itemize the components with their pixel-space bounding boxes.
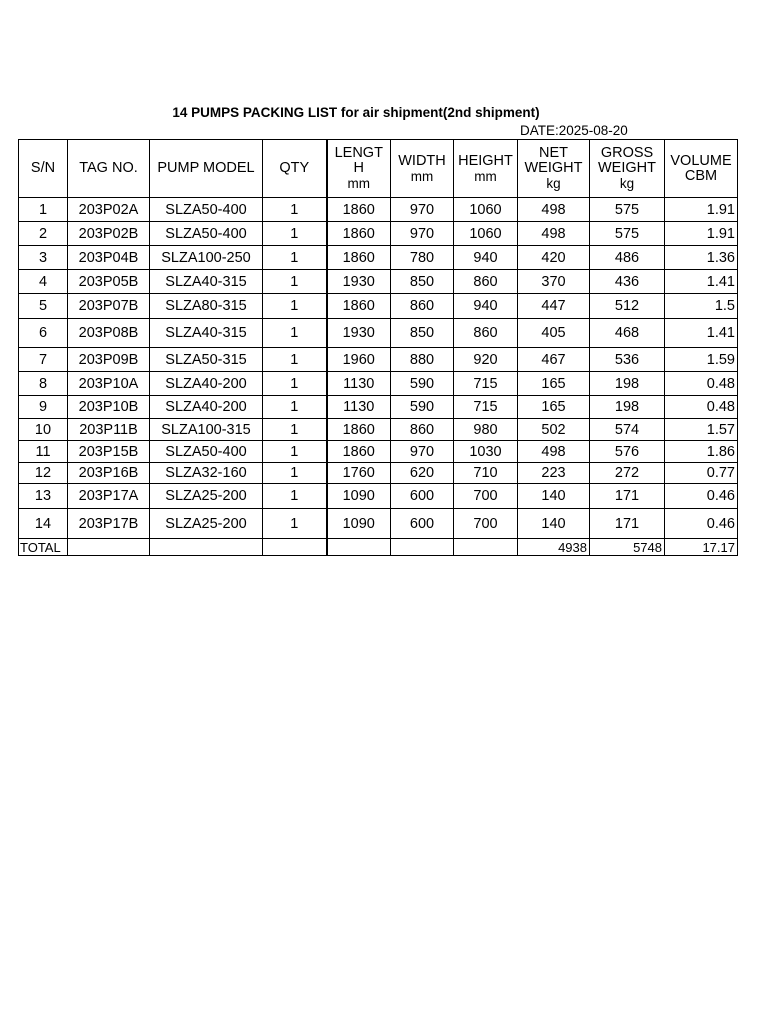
cell-tag-no: 203P02A bbox=[68, 198, 150, 222]
cell-volume: 1.86 bbox=[665, 441, 738, 463]
cell-pump-model: SLZA50-400 bbox=[150, 198, 263, 222]
cell-qty: 1 bbox=[263, 484, 327, 509]
cell-net-weight: 140 bbox=[518, 509, 590, 539]
cell-width: 780 bbox=[391, 246, 454, 270]
cell-length: 1930 bbox=[327, 319, 391, 348]
cell-sn: 13 bbox=[19, 484, 68, 509]
col-header-length: LENGT H mm bbox=[327, 140, 391, 198]
cell-width: 600 bbox=[391, 509, 454, 539]
col-header-pump-model: PUMP MODEL bbox=[150, 140, 263, 198]
col-header-width: WIDTH mm bbox=[391, 140, 454, 198]
cell-tag-no: 203P17A bbox=[68, 484, 150, 509]
cell-length: 1760 bbox=[327, 463, 391, 484]
cell-volume: 0.77 bbox=[665, 463, 738, 484]
cell-sn: 8 bbox=[19, 372, 68, 396]
cell-length: 1860 bbox=[327, 419, 391, 441]
cell-volume: 1.36 bbox=[665, 246, 738, 270]
cell-sn: 6 bbox=[19, 319, 68, 348]
cell-net-weight: 140 bbox=[518, 484, 590, 509]
cell-pump-model: SLZA25-200 bbox=[150, 509, 263, 539]
cell-height: 920 bbox=[454, 348, 518, 372]
cell-width: 860 bbox=[391, 294, 454, 319]
cell-length: 1860 bbox=[327, 246, 391, 270]
table-row bbox=[19, 246, 738, 270]
cell-qty: 1 bbox=[263, 463, 327, 484]
cell-height: 715 bbox=[454, 396, 518, 419]
cell-tag-no: 203P10B bbox=[68, 396, 150, 419]
cell-tag-no: 203P10A bbox=[68, 372, 150, 396]
cell-width: 970 bbox=[391, 441, 454, 463]
cell-length: 1090 bbox=[327, 509, 391, 539]
cell-width: 860 bbox=[391, 419, 454, 441]
cell-volume: 0.48 bbox=[665, 372, 738, 396]
cell-gross-weight: 171 bbox=[590, 509, 665, 539]
cell-tag-no: 203P09B bbox=[68, 348, 150, 372]
total-row bbox=[19, 539, 738, 556]
table-row bbox=[19, 372, 738, 396]
cell-gross-weight: 574 bbox=[590, 419, 665, 441]
cell-pump-model: SLZA80-315 bbox=[150, 294, 263, 319]
cell-tag-no: 203P16B bbox=[68, 463, 150, 484]
col-header-height: HEIGHT mm bbox=[454, 140, 518, 198]
cell-gross-weight: 272 bbox=[590, 463, 665, 484]
cell-net-weight: 165 bbox=[518, 372, 590, 396]
table-row bbox=[19, 222, 738, 246]
cell-qty: 1 bbox=[263, 270, 327, 294]
cell-net-weight: 405 bbox=[518, 319, 590, 348]
total-label: TOTAL bbox=[19, 539, 68, 556]
cell-pump-model: SLZA100-250 bbox=[150, 246, 263, 270]
cell-tag-no: 203P08B bbox=[68, 319, 150, 348]
total-net-weight: 4938 bbox=[518, 539, 590, 556]
cell-net-weight: 467 bbox=[518, 348, 590, 372]
cell-length: 1860 bbox=[327, 294, 391, 319]
cell-qty: 1 bbox=[263, 348, 327, 372]
cell-net-weight: 502 bbox=[518, 419, 590, 441]
table-row bbox=[19, 348, 738, 372]
col-header-tag-no: TAG NO. bbox=[68, 140, 150, 198]
total-empty-cell bbox=[263, 539, 327, 556]
cell-qty: 1 bbox=[263, 198, 327, 222]
cell-volume: 1.59 bbox=[665, 348, 738, 372]
cell-height: 710 bbox=[454, 463, 518, 484]
cell-net-weight: 370 bbox=[518, 270, 590, 294]
cell-sn: 11 bbox=[19, 441, 68, 463]
cell-qty: 1 bbox=[263, 294, 327, 319]
table-row bbox=[19, 463, 738, 484]
cell-volume: 0.46 bbox=[665, 509, 738, 539]
cell-pump-model: SLZA100-315 bbox=[150, 419, 263, 441]
cell-pump-model: SLZA50-400 bbox=[150, 441, 263, 463]
cell-height: 715 bbox=[454, 372, 518, 396]
cell-width: 880 bbox=[391, 348, 454, 372]
total-volume: 17.17 bbox=[665, 539, 738, 556]
cell-gross-weight: 468 bbox=[590, 319, 665, 348]
cell-volume: 1.41 bbox=[665, 319, 738, 348]
table-row bbox=[19, 419, 738, 441]
document-title: 14 PUMPS PACKING LIST for air shipment(2nd shipment) bbox=[172, 105, 540, 120]
cell-volume: 1.5 bbox=[665, 294, 738, 319]
cell-qty: 1 bbox=[263, 319, 327, 348]
cell-sn: 14 bbox=[19, 509, 68, 539]
cell-width: 970 bbox=[391, 198, 454, 222]
cell-qty: 1 bbox=[263, 441, 327, 463]
total-empty-cell bbox=[391, 539, 454, 556]
cell-gross-weight: 436 bbox=[590, 270, 665, 294]
cell-height: 940 bbox=[454, 294, 518, 319]
total-empty-cell bbox=[327, 539, 391, 556]
cell-volume: 0.48 bbox=[665, 396, 738, 419]
cell-length: 1090 bbox=[327, 484, 391, 509]
cell-gross-weight: 575 bbox=[590, 222, 665, 246]
cell-qty: 1 bbox=[263, 372, 327, 396]
cell-volume: 1.57 bbox=[665, 419, 738, 441]
cell-length: 1860 bbox=[327, 441, 391, 463]
total-empty-cell bbox=[150, 539, 263, 556]
cell-sn: 3 bbox=[19, 246, 68, 270]
table-row bbox=[19, 484, 738, 509]
cell-height: 860 bbox=[454, 319, 518, 348]
cell-length: 1860 bbox=[327, 198, 391, 222]
cell-net-weight: 223 bbox=[518, 463, 590, 484]
cell-width: 590 bbox=[391, 396, 454, 419]
cell-gross-weight: 198 bbox=[590, 396, 665, 419]
total-empty-cell bbox=[454, 539, 518, 556]
total-empty-cell bbox=[68, 539, 150, 556]
total-gross-weight: 5748 bbox=[590, 539, 665, 556]
cell-volume: 1.41 bbox=[665, 270, 738, 294]
cell-pump-model: SLZA40-200 bbox=[150, 372, 263, 396]
cell-net-weight: 498 bbox=[518, 441, 590, 463]
cell-sn: 12 bbox=[19, 463, 68, 484]
cell-gross-weight: 512 bbox=[590, 294, 665, 319]
cell-length: 1130 bbox=[327, 396, 391, 419]
cell-tag-no: 203P04B bbox=[68, 246, 150, 270]
cell-sn: 2 bbox=[19, 222, 68, 246]
cell-width: 590 bbox=[391, 372, 454, 396]
col-header-gross-weight: GROSS WEIGHT kg bbox=[590, 140, 665, 198]
packing-list-table bbox=[18, 139, 738, 556]
table-row bbox=[19, 294, 738, 319]
table-row bbox=[19, 441, 738, 463]
cell-gross-weight: 575 bbox=[590, 198, 665, 222]
cell-pump-model: SLZA40-315 bbox=[150, 319, 263, 348]
cell-width: 850 bbox=[391, 319, 454, 348]
cell-height: 940 bbox=[454, 246, 518, 270]
header-row bbox=[19, 140, 738, 198]
cell-volume: 0.46 bbox=[665, 484, 738, 509]
cell-length: 1930 bbox=[327, 270, 391, 294]
cell-net-weight: 165 bbox=[518, 396, 590, 419]
table-row bbox=[19, 270, 738, 294]
cell-pump-model: SLZA40-200 bbox=[150, 396, 263, 419]
cell-width: 850 bbox=[391, 270, 454, 294]
cell-volume: 1.91 bbox=[665, 222, 738, 246]
cell-net-weight: 498 bbox=[518, 198, 590, 222]
cell-length: 1960 bbox=[327, 348, 391, 372]
cell-volume: 1.91 bbox=[665, 198, 738, 222]
cell-net-weight: 447 bbox=[518, 294, 590, 319]
cell-pump-model: SLZA40-315 bbox=[150, 270, 263, 294]
cell-width: 620 bbox=[391, 463, 454, 484]
cell-qty: 1 bbox=[263, 396, 327, 419]
cell-length: 1860 bbox=[327, 222, 391, 246]
table-row bbox=[19, 319, 738, 348]
cell-sn: 9 bbox=[19, 396, 68, 419]
cell-height: 1060 bbox=[454, 198, 518, 222]
cell-height: 700 bbox=[454, 484, 518, 509]
cell-sn: 5 bbox=[19, 294, 68, 319]
cell-sn: 7 bbox=[19, 348, 68, 372]
col-header-volume: VOLUME CBM bbox=[665, 140, 738, 198]
cell-gross-weight: 536 bbox=[590, 348, 665, 372]
col-header-net-weight: NET WEIGHT kg bbox=[518, 140, 590, 198]
table-row bbox=[19, 509, 738, 539]
cell-width: 970 bbox=[391, 222, 454, 246]
cell-gross-weight: 171 bbox=[590, 484, 665, 509]
cell-height: 860 bbox=[454, 270, 518, 294]
cell-height: 1030 bbox=[454, 441, 518, 463]
cell-height: 700 bbox=[454, 509, 518, 539]
cell-qty: 1 bbox=[263, 419, 327, 441]
cell-length: 1130 bbox=[327, 372, 391, 396]
document-date: DATE:2025-08-20 bbox=[520, 123, 628, 138]
cell-gross-weight: 486 bbox=[590, 246, 665, 270]
cell-net-weight: 420 bbox=[518, 246, 590, 270]
cell-gross-weight: 198 bbox=[590, 372, 665, 396]
cell-tag-no: 203P11B bbox=[68, 419, 150, 441]
cell-qty: 1 bbox=[263, 222, 327, 246]
cell-qty: 1 bbox=[263, 246, 327, 270]
cell-pump-model: SLZA25-200 bbox=[150, 484, 263, 509]
cell-height: 980 bbox=[454, 419, 518, 441]
cell-tag-no: 203P02B bbox=[68, 222, 150, 246]
cell-tag-no: 203P15B bbox=[68, 441, 150, 463]
col-header-qty: QTY bbox=[263, 140, 327, 198]
col-header-sn: S/N bbox=[19, 140, 68, 198]
cell-tag-no: 203P07B bbox=[68, 294, 150, 319]
cell-width: 600 bbox=[391, 484, 454, 509]
cell-tag-no: 203P05B bbox=[68, 270, 150, 294]
cell-sn: 4 bbox=[19, 270, 68, 294]
cell-gross-weight: 576 bbox=[590, 441, 665, 463]
cell-tag-no: 203P17B bbox=[68, 509, 150, 539]
table-row bbox=[19, 198, 738, 222]
cell-sn: 10 bbox=[19, 419, 68, 441]
table-row bbox=[19, 396, 738, 419]
cell-qty: 1 bbox=[263, 509, 327, 539]
cell-sn: 1 bbox=[19, 198, 68, 222]
cell-height: 1060 bbox=[454, 222, 518, 246]
cell-net-weight: 498 bbox=[518, 222, 590, 246]
cell-pump-model: SLZA50-315 bbox=[150, 348, 263, 372]
cell-pump-model: SLZA32-160 bbox=[150, 463, 263, 484]
cell-pump-model: SLZA50-400 bbox=[150, 222, 263, 246]
